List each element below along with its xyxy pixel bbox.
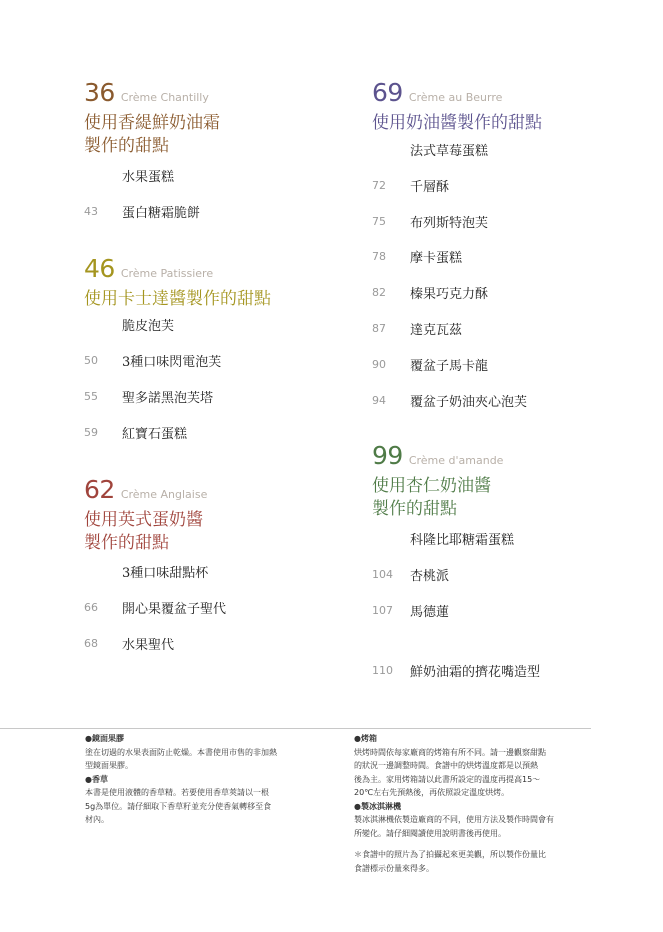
item-page-number: 94 <box>372 393 386 407</box>
section-title-line: 使用奶油醬製作的甜點 <box>372 113 542 133</box>
toc-item[interactable] <box>372 354 632 374</box>
section-header <box>84 80 354 106</box>
item-name: 覆盆子馬卡龍 <box>410 358 489 374</box>
section-english-name: Crème d'amande <box>408 454 504 467</box>
section-page-number[interactable]: 62 <box>84 475 115 504</box>
item-name: 3種口味甜點杯 <box>122 565 209 581</box>
section-title <box>84 112 354 158</box>
item-name: 千層酥 <box>410 179 450 195</box>
section-page-number[interactable]: 69 <box>372 78 403 107</box>
note-body: 製冰淇淋機依製造廠商的不同，使用方法及製作時間會有 所變化。請仔細閱讀使用說明書後再使用。 <box>354 815 554 838</box>
section-title <box>372 112 632 135</box>
item-name: 紅寶石蛋糕 <box>122 426 188 442</box>
item-page-number: 43 <box>84 204 98 218</box>
section-title-line: 製作的甜點 <box>84 533 169 553</box>
item-name: 杏桃派 <box>410 568 450 584</box>
toc-item[interactable] <box>372 564 632 584</box>
item-name: 科隆比耶糖霜蛋糕 <box>410 532 515 548</box>
note-heading: ●香草 <box>85 774 108 784</box>
toc-item[interactable] <box>84 201 354 221</box>
section-title <box>372 475 632 521</box>
item-name: 鮮奶油霜的擠花嘴造型 <box>410 664 541 680</box>
item-name: 水果蛋糕 <box>122 169 175 185</box>
toc-item[interactable] <box>372 282 632 302</box>
item-page-number: 90 <box>372 357 386 371</box>
section-english-name: Crème au Beurre <box>408 91 503 104</box>
section-page-number[interactable]: 36 <box>84 78 115 107</box>
item-name: 3種口味閃電泡芙 <box>122 354 222 370</box>
note-heading: ●烤箱 <box>354 734 377 743</box>
toc-item[interactable] <box>372 528 632 548</box>
toc-item[interactable] <box>372 660 632 680</box>
toc-item[interactable] <box>372 175 632 195</box>
section-title-line: 使用香緹鮮奶油霜 <box>84 113 220 133</box>
section-title <box>84 288 354 311</box>
note-heading: ●製冰淇淋機 <box>354 801 401 811</box>
item-name: 水果聖代 <box>122 637 175 653</box>
item-name: 榛果巧克力酥 <box>410 286 489 302</box>
toc-item[interactable] <box>84 633 354 653</box>
toc-item[interactable] <box>372 600 632 620</box>
toc-item[interactable] <box>372 211 632 231</box>
item-name: 摩卡蛋糕 <box>410 250 463 266</box>
item-page-number: 59 <box>84 425 98 439</box>
item-page-number: 78 <box>372 249 386 263</box>
section-header <box>372 80 632 106</box>
footnote: ＊食譜中的照片為了拍攝起來更美觀，所以製作份量比 食譜標示份量來得多。 <box>354 850 546 873</box>
item-page-number: 50 <box>84 353 98 367</box>
item-page-number: 75 <box>372 214 386 228</box>
section-title-line: 使用英式蛋奶醬 <box>84 510 203 530</box>
section-creme-au-beurre <box>372 80 632 135</box>
section-english-name: Crème Anglaise <box>120 488 208 501</box>
section-title <box>84 509 354 555</box>
toc-item[interactable] <box>372 318 632 338</box>
item-name: 達克瓦茲 <box>410 322 463 338</box>
item-page-number: 55 <box>84 389 98 403</box>
note-body: 烘烤時間依每家廠商的烤箱有所不同。請一邊觀察甜點 的狀況一邊調整時間。食譜中的烘烤溫度都是以預熱 後為主。家用烤箱請以此書所設定的溫度再提高15～ 20℃左右先預熱後，再依照設定溫度烘烤。 <box>354 747 546 797</box>
item-name: 蛋白糖霜脆餅 <box>122 205 201 221</box>
notes-right <box>354 732 594 875</box>
toc-item[interactable] <box>372 139 632 159</box>
toc-item[interactable] <box>84 597 354 617</box>
toc-item[interactable] <box>84 422 354 442</box>
section-title-line: 使用杏仁奶油醬 <box>372 476 491 496</box>
section-title-line: 製作的甜點 <box>84 136 169 156</box>
note-spacer <box>354 840 594 848</box>
item-page-number: 104 <box>372 567 393 581</box>
notes-left <box>85 732 330 827</box>
section-title-line: 製作的甜點 <box>372 499 457 519</box>
item-name: 布列斯特泡芙 <box>410 215 489 231</box>
section-title-line: 使用卡士達醬製作的甜點 <box>84 289 271 309</box>
section-english-name: Crème Chantilly <box>120 91 209 104</box>
section-creme-anglaise <box>84 477 354 555</box>
toc-item[interactable] <box>372 390 632 410</box>
item-page-number: 68 <box>84 636 98 650</box>
item-name: 覆盆子奶油夾心泡芙 <box>410 394 528 410</box>
section-page-number[interactable]: 46 <box>84 254 115 283</box>
section-english-name: Crème Patissiere <box>120 267 214 280</box>
item-page-number: 82 <box>372 285 386 299</box>
toc-item[interactable] <box>84 314 354 334</box>
toc-item[interactable] <box>84 561 354 581</box>
section-header <box>84 256 354 282</box>
toc-item[interactable] <box>84 165 354 185</box>
item-name: 法式草莓蛋糕 <box>410 143 489 159</box>
section-header <box>84 477 354 503</box>
section-header <box>372 443 632 469</box>
item-page-number: 66 <box>84 600 98 614</box>
item-name: 聖多諾黑泡芙塔 <box>122 390 214 406</box>
item-name: 馬德蓮 <box>410 604 450 620</box>
toc-item[interactable] <box>84 386 354 406</box>
note-heading: ●鏡面果膠 <box>85 734 124 743</box>
item-name: 開心果覆盆子聖代 <box>122 601 227 617</box>
section-creme-damande <box>372 443 632 521</box>
item-name: 脆皮泡芙 <box>122 318 175 334</box>
section-creme-patissiere <box>84 256 354 311</box>
item-page-number: 107 <box>372 603 393 617</box>
note-body: 本書是使用液體的香草精。若要使用香草莢請以一根 5g為單位。請仔細取下香草籽並充分使香氣轉移至食 材內。 <box>85 788 272 824</box>
notes-divider <box>0 728 591 729</box>
section-page-number[interactable]: 99 <box>372 441 403 470</box>
item-page-number: 87 <box>372 321 386 335</box>
toc-item[interactable] <box>372 246 632 266</box>
item-page-number: 110 <box>372 663 393 677</box>
toc-item[interactable] <box>84 350 354 370</box>
item-page-number: 72 <box>372 178 386 192</box>
section-creme-chantilly <box>84 80 354 158</box>
note-body: 塗在切過的水果表面防止乾燥。本書使用市售的非加熱 型鏡面果膠。 <box>85 747 277 770</box>
